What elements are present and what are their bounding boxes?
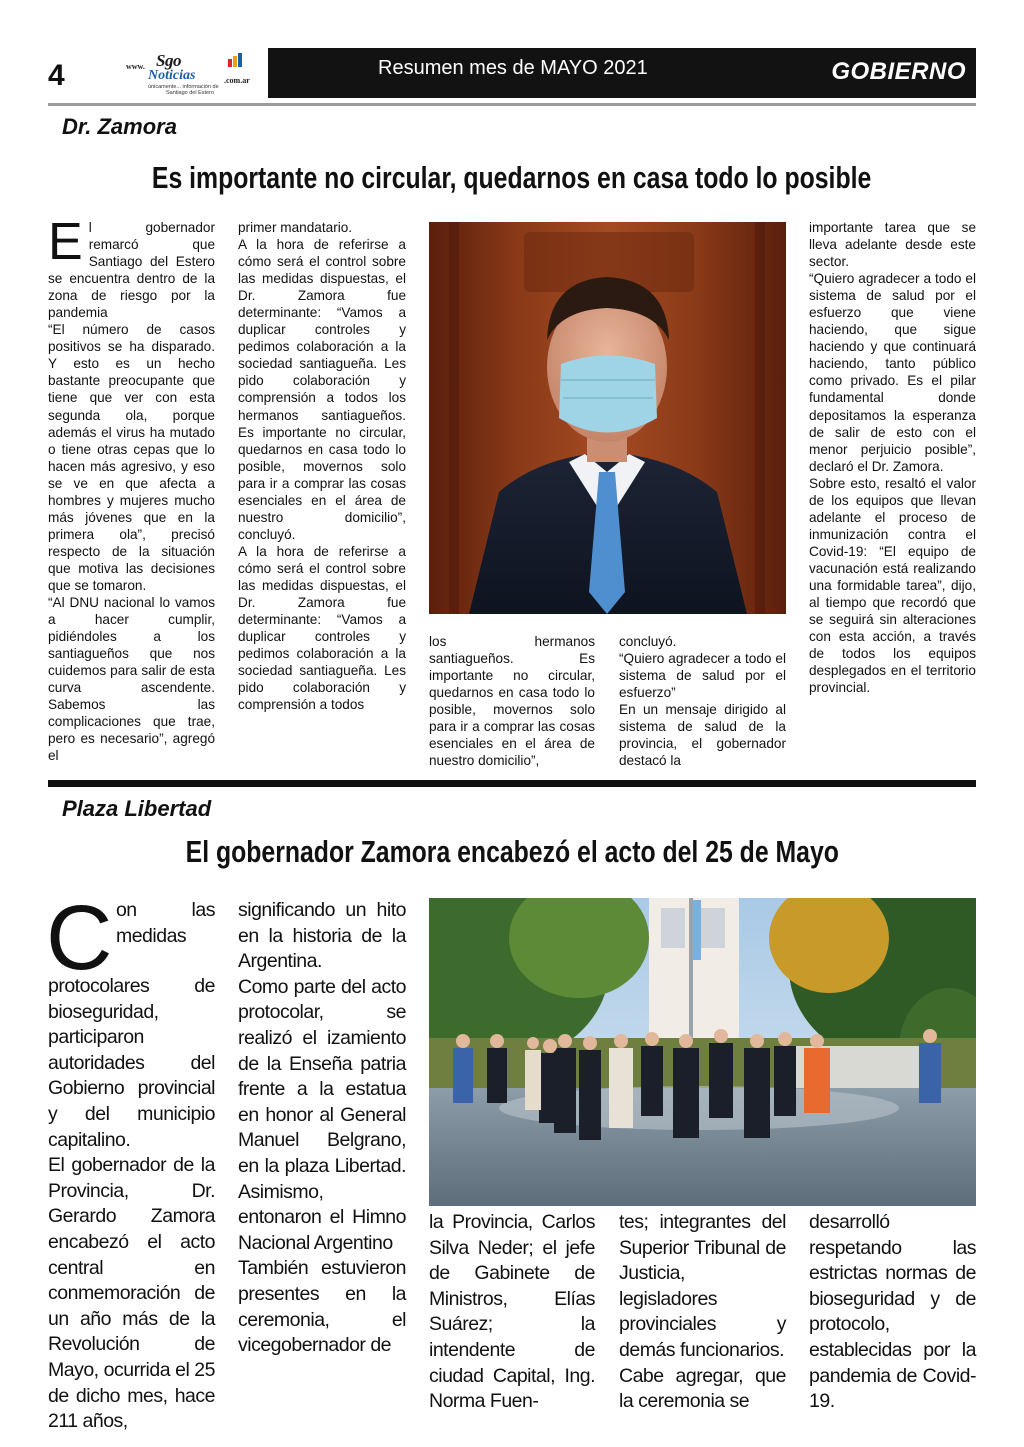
article1-headline [48, 156, 976, 200]
paragraph: A la hora de referirse a cómo será el control sobre las medidas dispuestas, el Dr. Zamora fue determinante: “Vamos a duplicar controles y pedimos colaboración a la sociedad santiagueña. Les pido colaboración y comprensión a todos [238, 543, 406, 713]
header-bar [268, 48, 976, 98]
article2-column-3 [429, 1210, 595, 1415]
logo-tagline-place: Santiago del Estero [166, 90, 215, 96]
article1-column-3 [429, 633, 595, 769]
paragraph: tes; integrantes del Superior Tribunal de Justicia, legisladores provinciales y demás funcionarios. [619, 1211, 786, 1361]
page-header [48, 48, 976, 98]
paragraph: concluyó. [619, 634, 677, 649]
article1-dropcap: E [48, 213, 83, 271]
page-number: 4 [48, 59, 65, 92]
article1-column-5 [809, 219, 976, 696]
article-divider [48, 780, 976, 787]
article2-column-5 [809, 1210, 976, 1415]
section-label: GOBIERNO [831, 58, 966, 85]
paragraph: Cabe agregar, que la ceremonia se [619, 1364, 786, 1413]
paragraph: on las medidas protocolares de bioseguridad, participaron autoridades del Gobierno provincial y del municipio capitalino. [48, 899, 215, 1151]
governor-portrait-photo [429, 222, 786, 614]
paragraph: significando un hito en la historia de la Argentina. [238, 899, 406, 973]
issue-title: Resumen mes de MAYO 2021 [378, 57, 648, 79]
paragraph: primer mandatario. [238, 220, 353, 235]
paragraph: También estuvieron presentes en la ceremonia, el vicegobernador de [238, 1257, 406, 1357]
article2-column-4 [619, 1210, 786, 1415]
sgo-noticias-logo [126, 50, 268, 96]
logo-www: www. [126, 62, 145, 71]
paragraph: “Al DNU nacional lo vamos a hacer cumplir, pidiéndoles a los santiagueños que nos cuidemos para salir de esta curva ascendente. Sabemos las complicaciones que trae, pero es necesario”, agregó el [48, 595, 215, 764]
article1-column-1 [48, 213, 215, 765]
article2-dropcap: C [46, 887, 112, 989]
paragraph: “Quiero agradecer a todo el sistema de salud por el esfuerzo que viene haciendo, que sigue haciendo y que continuará haciendo, tanto público como privado. Es el pilar fundamental donde depositamos la esperanza de salir de esto con el menor perjuicio posible”, declaró el Dr. Zamora. [809, 271, 976, 474]
article1-column-2 [238, 219, 406, 713]
paragraph: El gobernador de la Provincia, Dr. Gerardo Zamora encabezó el acto central en conmemoración de un año más de la Revolución de Mayo, ocurrida el 25 de dicho mes, hace 211 años, [48, 1154, 215, 1433]
logo-tagline: únicamente... información de [148, 84, 219, 90]
paragraph: importante tarea que se lleva adelante desde este sector. [809, 220, 976, 270]
article2-kicker: Plaza Libertad [62, 796, 212, 821]
logo-domain: .com.ar [224, 76, 250, 85]
article2-column-1 [46, 887, 215, 1435]
paragraph: la Provincia, Carlos Silva Neder; el jefe de Gabinete de Ministros, Elías Suárez; la intendente de ciudad Capital, Ing. Norma Fuen- [429, 1211, 595, 1413]
header-rule [48, 103, 976, 106]
logo-sgo: Sgo [156, 51, 181, 70]
logo-noticias: Noticias [148, 68, 196, 83]
paragraph: l gobernador remarcó que Santiago del Estero se encuentra dentro de la zona de riesgo por la pandemia [48, 220, 215, 321]
article2-headline-text: El gobernador Zamora encabezó el acto del 25 de Mayo [185, 834, 839, 869]
paragraph: desarrolló respetando las estrictas normas de bioseguridad y de protocolo, establecidas por la pandemia de Covid-19. [809, 1211, 976, 1413]
paragraph: En un mensaje dirigido al sistema de salud de la provincia, el gobernador destacó la [619, 702, 786, 769]
paragraph: “El número de casos positivos se ha disparado. Y esto es un hecho bastante preocupante que tiene que ver con esta segunda ola, porque además el virus ha mutado o tiene otras cepas que lo hacen más agresivo, y eso se ve en que afecta a hombres y mujeres mucho más jóvenes que en la primera ola”, precisó respecto de la situación que motiva las decisiones que se tomaron. [48, 322, 215, 593]
ceremony-photo [429, 898, 976, 1206]
article2-column-2 [238, 898, 406, 1359]
paragraph: A la hora de referirse a cómo será el control sobre las medidas dispuestas, el Dr. Zamora fue determinante: “Vamos a duplicar controles y pedimos colaboración a la sociedad santiagueña. Les pido colaboración y comprensión a todos los hermanos santiagueños. Es importante no circular, quedarnos en casa todo lo posible, movernos solo para ir a comprar las cosas esenciales en el área de nuestro domicilio”, concluyó. [238, 237, 406, 542]
logo-bars-icon [228, 53, 248, 67]
ceremony-image [429, 898, 976, 1206]
governor-portrait-image [429, 222, 786, 614]
article1-headline-text: Es importante no circular, quedarnos en casa todo lo posible [152, 160, 872, 195]
paragraph: Como parte del acto protocolar, se realizó el izamiento de la Enseña patria frente a la estatua en honor al General Manuel Belgrano, en la plaza Libertad. Asimismo, entonaron el Himno Nacional Argentino [238, 975, 406, 1254]
article1-column-4 [619, 633, 786, 769]
paragraph: los hermanos santiagueños. Es importante no circular, quedarnos en casa todo lo posible, movernos solo para ir a comprar las cosas esenciales en el área de nuestro domicilio”, [429, 634, 595, 769]
article2-headline [48, 830, 976, 874]
paragraph: “Quiero agradecer a todo el sistema de salud por el esfuerzo” [619, 651, 786, 701]
article1-kicker: Dr. Zamora [62, 114, 177, 139]
paragraph: Sobre esto, resaltó el valor de los equipos que llevan adelante el proceso de inmunización contra el Covid-19: “El equipo de vacunación está realizando una formidable tarea”, dijo, al tiempo que recordó que se seguirá sin alteraciones con esta acción, a través de todos los equipos desplegados en el territorio provincial. [809, 475, 976, 696]
